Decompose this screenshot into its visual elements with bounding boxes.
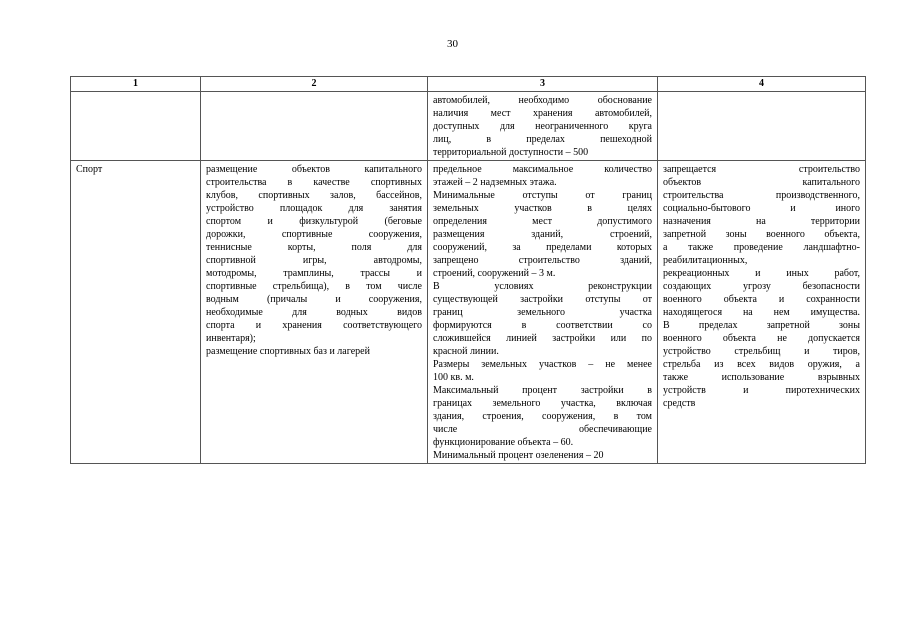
row1-col3-line: наличия мест хранения автомобилей, — [433, 108, 652, 119]
header-col-1: 1 — [71, 77, 201, 92]
permitted-uses-line: необходимые для водных видов — [206, 307, 422, 318]
restrictions-line: реабилитационных, — [663, 255, 748, 266]
restrictions-line: В пределах запретной зоны — [663, 320, 860, 331]
parameters-line: В условиях реконструкции — [433, 281, 652, 292]
parameters-line: размещения зданий, строений, — [433, 229, 652, 240]
restrictions-line: запрещается строительство — [663, 164, 860, 175]
table-header-row — [71, 77, 866, 92]
permitted-uses-line: теннисные корты, поля для — [206, 242, 422, 253]
permitted-uses-line: спортивные стрельбища), в том числе — [206, 281, 422, 292]
permitted-uses-line: размещение спортивных баз и лагерей — [206, 346, 370, 357]
restrictions-line: устройств и пиротехнических — [663, 385, 860, 396]
parameters-line: существующей застройки отступы от — [433, 294, 652, 305]
restrictions-line: объектов капитального — [663, 177, 860, 188]
parameters-line: сложившейся линией застройки или по — [433, 333, 652, 344]
row1-col3-line: автомобилей, необходимо обоснование — [433, 95, 652, 106]
permitted-uses-line: размещение объектов капитального — [206, 164, 422, 175]
restrictions-line: запретной зоны военного объекта, — [663, 229, 860, 240]
parameters-line: Минимальные отступы от границ — [433, 190, 652, 201]
row1-col2-cell — [201, 92, 428, 161]
table-row-continuation — [71, 92, 866, 161]
permitted-uses-line: клубов, спортивных залов, бассейнов, — [206, 190, 422, 201]
parameters-line: запрещено строительство зданий, — [433, 255, 652, 266]
restrictions-cell — [658, 161, 866, 464]
parameters-line: Минимальный процент озеленения – 20 — [433, 450, 604, 461]
parameters-line: числе обеспечивающие — [433, 424, 652, 435]
permitted-uses-line: спорта и хранения соответствующего — [206, 320, 422, 331]
restrictions-line: находящегося на нем имущества. — [663, 307, 860, 318]
permitted-uses-line: мотодромы, трамплины, трассы и — [206, 268, 422, 279]
parameters-line: предельное максимальное количество — [433, 164, 652, 175]
parameters-line: границах земельного участка, включая — [433, 398, 652, 409]
permitted-uses-cell — [201, 161, 428, 464]
parameters-line: границ земельного участка — [433, 307, 652, 318]
permitted-uses-line: спортом и физкультурой (беговые — [206, 216, 422, 227]
permitted-uses-line: дорожки, спортивные сооружения, — [206, 229, 422, 240]
restrictions-line: военного объекта не допускается — [663, 333, 860, 344]
row1-col1-cell — [71, 92, 201, 161]
restrictions-line: рекреационных и иных работ, — [663, 268, 860, 279]
restrictions-line: военного объекта и сохранности — [663, 294, 860, 305]
row1-col3-line: доступных для неограниченного круга — [433, 121, 652, 132]
permitted-uses-line: устройство площадок для занятия — [206, 203, 422, 214]
restrictions-line: устройство стрельбищ и тиров, — [663, 346, 860, 357]
parameters-line: этажей – 2 надземных этажа. — [433, 177, 557, 188]
row1-col4-cell — [658, 92, 866, 161]
parameters-line: формируются в соответствии со — [433, 320, 652, 331]
restrictions-line: строительства производственного, — [663, 190, 860, 201]
parameters-line: Максимальный процент застройки в — [433, 385, 652, 396]
parameters-line: функционирование объекта – 60. — [433, 437, 574, 448]
restrictions-line: создающих угрозу безопасности — [663, 281, 860, 292]
parameters-line: Размеры земельных участков – не менее — [433, 359, 652, 370]
restrictions-line: стрельба из всех видов оружия, а — [663, 359, 860, 370]
parameters-line: строений, сооружений – 3 м. — [433, 268, 556, 279]
permitted-uses-line: водным (причалы и сооружения, — [206, 294, 422, 305]
header-col-3: 3 — [428, 77, 658, 92]
restrictions-line: социально-бытового и иного — [663, 203, 860, 214]
parameters-line: красной линии. — [433, 346, 499, 357]
restrictions-line: назначения на территории — [663, 216, 860, 227]
parameters-line: земельных участков в целях — [433, 203, 652, 214]
permitted-uses-line: инвентаря); — [206, 333, 256, 344]
permitted-uses-line: строительства в качестве спортивных — [206, 177, 422, 188]
zoning-regulations-table — [70, 76, 866, 464]
parameters-line: 100 кв. м. — [433, 372, 474, 383]
parameters-cell — [428, 161, 658, 464]
table-row-sport — [71, 161, 866, 464]
row1-col3-line: лиц, в пределах пешеходной — [433, 134, 652, 145]
row1-col3-cell — [428, 92, 658, 161]
row1-col3-line: территориальной доступности – 500 — [433, 147, 589, 158]
header-col-2: 2 — [201, 77, 428, 92]
page-number: 30 — [447, 38, 458, 50]
restrictions-line: средств — [663, 398, 696, 409]
restrictions-line: а также проведение ландшафтно- — [663, 242, 860, 253]
parameters-line: определения мест допустимого — [433, 216, 652, 227]
parameters-line: сооружений, за пределами которых — [433, 242, 652, 253]
use-category-cell: Спорт — [71, 161, 201, 464]
permitted-uses-line: спортивной игры, автодромы, — [206, 255, 422, 266]
parameters-line: здания, строения, сооружения, в том — [433, 411, 652, 422]
header-col-4: 4 — [658, 77, 866, 92]
restrictions-line: также использование взрывных — [663, 372, 860, 383]
